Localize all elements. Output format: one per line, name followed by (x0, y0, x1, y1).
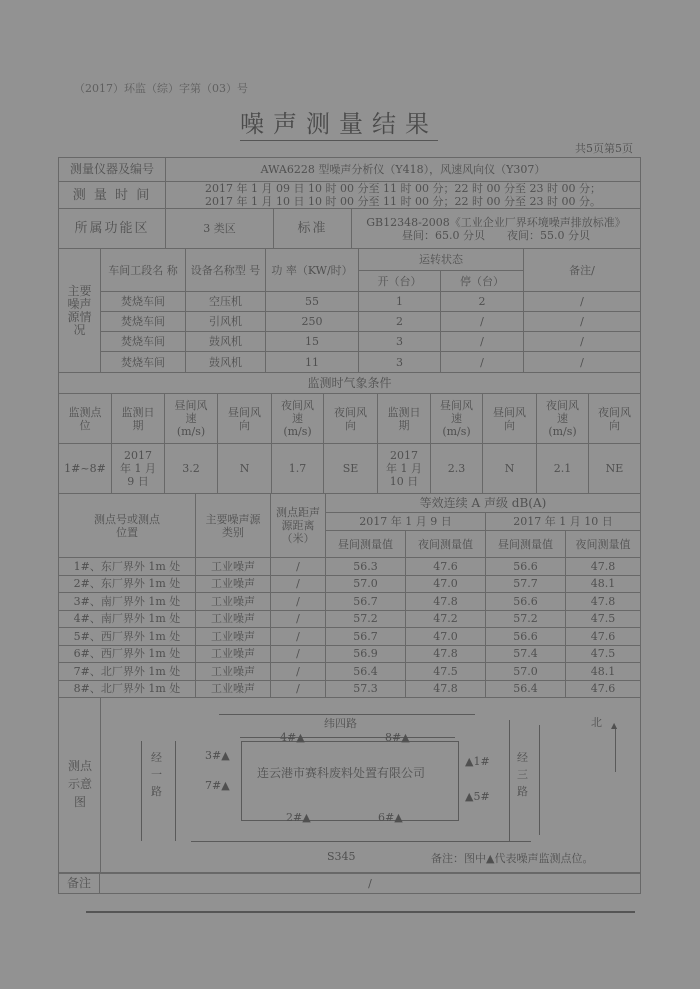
cell-d2: 56.6 (486, 628, 566, 646)
cell-dist: / (271, 680, 326, 698)
cell-d1: 56.4 (326, 663, 406, 681)
triangle-marker-icon: ▲ (401, 731, 410, 744)
night-header: 夜间测量值 (566, 531, 641, 558)
weather-value: 2.3 (431, 444, 483, 494)
cell-source: 工业噪声 (196, 593, 271, 611)
cell-source: 工业噪声 (196, 610, 271, 628)
road-south: S345 (327, 850, 356, 863)
cell-n2: 47.5 (566, 610, 641, 628)
monitoring-point (205, 749, 230, 762)
cell-d2: 57.0 (486, 663, 566, 681)
triangle-marker-icon: ▲ (465, 790, 474, 803)
cell-n1: 47.8 (406, 645, 486, 663)
cell: / (524, 332, 641, 352)
table-row (59, 680, 641, 698)
remark-value: / (100, 874, 641, 894)
cell-source: 工业噪声 (196, 558, 271, 576)
on-header: 开（台） (359, 271, 441, 292)
cell-n1: 47.8 (406, 680, 486, 698)
triangle-marker-icon: ▲ (465, 755, 474, 768)
table-row (59, 332, 641, 352)
bottom-rule (86, 911, 635, 913)
distance-header: 测点距声源距离（米） (271, 494, 326, 558)
monitoring-point (205, 779, 230, 792)
weather-value: SE (324, 444, 378, 494)
point-label: 2# (286, 811, 303, 824)
company-boundary (241, 741, 459, 821)
table-row (59, 292, 641, 312)
cell: / (441, 352, 524, 373)
zone-value: 3 类区 (166, 209, 274, 249)
cell-d1: 57.3 (326, 680, 406, 698)
cell-dist: / (271, 558, 326, 576)
diagram-note: 备注：图中▲代表噪声监测点位。 (431, 852, 594, 865)
cell-dist: / (271, 575, 326, 593)
cell-n1: 47.8 (406, 593, 486, 611)
weather-header: 夜间风速(m/s) (272, 394, 324, 444)
weather-header: 监测日期 (378, 394, 431, 444)
cell: 焚烧车间 (101, 312, 186, 332)
monitoring-point (286, 811, 311, 824)
table-row (59, 663, 641, 681)
day-header: 昼间测量值 (326, 531, 406, 558)
weather-header: 昼间风向 (218, 394, 272, 444)
cell-point: 3#、南厂界外 1m 处 (59, 593, 196, 611)
document-number: （2017）环监（综）字第（03）号 (74, 82, 248, 95)
cell-dist: / (271, 663, 326, 681)
cell-point: 6#、西厂界外 1m 处 (59, 645, 196, 663)
cell-n1: 47.0 (406, 575, 486, 593)
triangle-marker-icon: ▲ (394, 811, 403, 824)
weather-value: N (218, 444, 272, 494)
page-info: 共5页第5页 (575, 142, 633, 155)
weather-header: 监测点位 (59, 394, 112, 444)
cell-n1: 47.5 (406, 663, 486, 681)
table-row (59, 352, 641, 373)
weather-table (58, 372, 641, 494)
monitoring-point (465, 755, 490, 768)
date1-header: 2017 年 1 月 9 日 (326, 513, 486, 531)
source-header: 主要噪声源类别 (196, 494, 271, 558)
cell-point: 1#、东厂界外 1m 处 (59, 558, 196, 576)
table-row (59, 558, 641, 576)
status-header: 运转状态 (359, 249, 524, 271)
road-east: 经三路 (517, 751, 528, 798)
cell: 2 (359, 312, 441, 332)
cell-n2: 47.5 (566, 645, 641, 663)
point-label: 1# (473, 755, 490, 768)
table-row (59, 610, 641, 628)
cell-n2: 47.8 (566, 558, 641, 576)
point-label: 5# (473, 790, 490, 803)
info-table (58, 157, 641, 249)
cell-dist: / (271, 628, 326, 646)
weather-header: 夜间风向 (589, 394, 641, 444)
north-arrow-icon (615, 727, 616, 772)
cell: 1 (359, 292, 441, 312)
point-label: 8# (385, 731, 402, 744)
date2-header: 2017 年 1 月 10 日 (486, 513, 641, 531)
company-name: 连云港市赛科废料处置有限公司 (257, 766, 426, 780)
page-title: 噪声测量结果 (240, 104, 438, 141)
point-label: 7# (205, 779, 222, 792)
weather-value: 2017 年 1 月 10 日 (378, 444, 431, 494)
north-label: 北 (591, 716, 602, 729)
table-row (59, 312, 641, 332)
cell-d1: 56.9 (326, 645, 406, 663)
cell-d2: 57.2 (486, 610, 566, 628)
cell-source: 工业噪声 (196, 628, 271, 646)
time-line: 2017 年 1 月 09 日 10 时 00 分至 11 时 00 分；22 时 00 分至 23 时 00 分； (205, 182, 601, 195)
zone-label: 所属功能区 (59, 209, 166, 249)
triangle-marker-icon: ▲ (302, 811, 311, 824)
weather-header: 夜间风向 (324, 394, 378, 444)
level-header: 等效连续 A 声级 dB(A) (326, 494, 641, 513)
cell-n2: 47.8 (566, 593, 641, 611)
sources-table (58, 248, 641, 373)
equipment-header: 设备名称型 号 (186, 249, 266, 292)
road-west: 经一路 (151, 751, 162, 798)
weather-value: 1.7 (272, 444, 324, 494)
cell-n2: 47.6 (566, 628, 641, 646)
cell-source: 工业噪声 (196, 575, 271, 593)
standard-line: GB12348-2008《工业企业厂界环境噪声排放标准》 (366, 215, 626, 229)
weather-value: N (483, 444, 537, 494)
day-header: 昼间测量值 (486, 531, 566, 558)
cell-source: 工业噪声 (196, 680, 271, 698)
weather-header: 夜间风速(m/s) (537, 394, 589, 444)
standard-line: 昼间：65.0 分贝 夜间：55.0 分贝 (402, 228, 590, 242)
cell: / (524, 292, 641, 312)
cell-d1: 56.3 (326, 558, 406, 576)
weather-title: 监测时气象条件 (59, 373, 641, 394)
table-row (59, 628, 641, 646)
point-header: 测点号或测点位置 (59, 494, 196, 558)
power-header: 功 率（KW/时） (266, 249, 359, 292)
point-label: 3# (205, 749, 222, 762)
cell-dist: / (271, 593, 326, 611)
diagram-label: 测点示意图 (67, 759, 92, 809)
cell: 3 (359, 352, 441, 373)
cell-d1: 56.7 (326, 628, 406, 646)
cell: 鼓风机 (186, 332, 266, 352)
cell: 11 (266, 352, 359, 373)
cell: 鼓风机 (186, 352, 266, 373)
cell-n2: 48.1 (566, 575, 641, 593)
cell-point: 4#、南厂界外 1m 处 (59, 610, 196, 628)
cell-d2: 56.6 (486, 558, 566, 576)
workshop-header: 车间工段名 称 (101, 249, 186, 292)
cell: 焚烧车间 (101, 352, 186, 373)
cell-d1: 57.2 (326, 610, 406, 628)
time-line: 2017 年 1 月 10 日 10 时 00 分至 11 时 00 分；22 时 00 分至 23 时 00 分。 (205, 195, 601, 208)
remark-header: 备注/ (524, 249, 641, 292)
cell-n1: 47.0 (406, 628, 486, 646)
cell-point: 7#、北厂界外 1m 处 (59, 663, 196, 681)
cell-dist: / (271, 610, 326, 628)
point-label: 4# (280, 731, 297, 744)
cell: 焚烧车间 (101, 292, 186, 312)
remark-label: 备注 (59, 874, 100, 894)
cell: 55 (266, 292, 359, 312)
off-header: 停（台） (441, 271, 524, 292)
cell: / (441, 312, 524, 332)
triangle-marker-icon: ▲ (296, 731, 305, 744)
cell-d1: 56.7 (326, 593, 406, 611)
point-label: 6# (378, 811, 395, 824)
cell-point: 2#、东厂界外 1m 处 (59, 575, 196, 593)
monitoring-point (280, 731, 305, 744)
cell: / (524, 312, 641, 332)
table-row (59, 593, 641, 611)
cell: 15 (266, 332, 359, 352)
cell-source: 工业噪声 (196, 645, 271, 663)
sources-label: 主要噪声源情况 (59, 249, 101, 373)
weather-header: 昼间风速(m/s) (431, 394, 483, 444)
weather-value: 1#~8# (59, 444, 112, 494)
monitoring-point (465, 790, 490, 803)
weather-header: 昼间风速(m/s) (165, 394, 218, 444)
night-header: 夜间测量值 (406, 531, 486, 558)
weather-header: 监测日期 (112, 394, 165, 444)
road-north: 纬四路 (324, 717, 357, 730)
cell-d2: 57.4 (486, 645, 566, 663)
triangle-marker-icon: ▲ (221, 749, 230, 762)
cell-d2: 56.4 (486, 680, 566, 698)
weather-value: 3.2 (165, 444, 218, 494)
cell: / (441, 332, 524, 352)
cell: 空压机 (186, 292, 266, 312)
time-label: 测 量 时 间 (59, 182, 166, 209)
cell: 引风机 (186, 312, 266, 332)
cell: 2 (441, 292, 524, 312)
cell-d2: 57.7 (486, 575, 566, 593)
triangle-marker-icon: ▲ (221, 779, 230, 792)
cell-d1: 57.0 (326, 575, 406, 593)
noise-table (58, 493, 641, 698)
weather-value: 2017 年 1 月 9 日 (112, 444, 165, 494)
cell: 3 (359, 332, 441, 352)
site-diagram (58, 697, 641, 873)
cell-point: 5#、西厂界外 1m 处 (59, 628, 196, 646)
cell-d2: 56.6 (486, 593, 566, 611)
cell-point: 8#、北厂界外 1m 处 (59, 680, 196, 698)
instrument-value: AWA6228 型噪声分析仪（Y418），风速风向仪（Y307） (166, 158, 641, 182)
monitoring-point (378, 811, 403, 824)
cell-n1: 47.6 (406, 558, 486, 576)
remark-table (58, 873, 641, 894)
cell-n2: 48.1 (566, 663, 641, 681)
table-row (59, 575, 641, 593)
cell-n1: 47.2 (406, 610, 486, 628)
cell-n2: 47.6 (566, 680, 641, 698)
monitoring-point (385, 731, 410, 744)
cell-dist: / (271, 645, 326, 663)
cell: / (524, 352, 641, 373)
standard-label: 标准 (274, 209, 352, 249)
cell-source: 工业噪声 (196, 663, 271, 681)
instrument-label: 测量仪器及编号 (59, 158, 166, 182)
cell: 250 (266, 312, 359, 332)
cell: 焚烧车间 (101, 332, 186, 352)
weather-header: 昼间风向 (483, 394, 537, 444)
north-arrowhead-icon: ▲ (611, 721, 618, 730)
weather-value: 2.1 (537, 444, 589, 494)
table-row (59, 645, 641, 663)
weather-value: NE (589, 444, 641, 494)
